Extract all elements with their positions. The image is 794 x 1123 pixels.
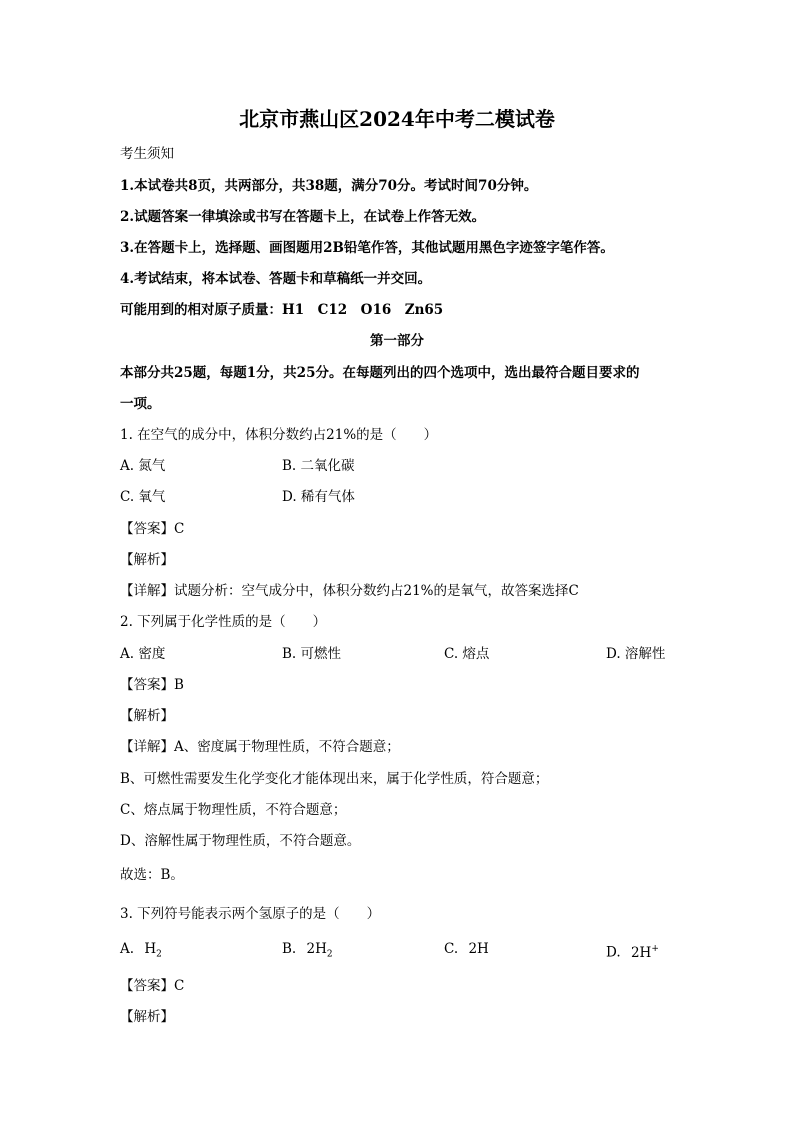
atomic-mass-line: 可能用到的相对原子质量：H1 C12 O16 Zn65 [120, 302, 444, 318]
notice-item-2: 2.试题答案一律填涂或书写在答题卡上，在试卷上作答无效。 [120, 209, 486, 225]
q3-option-a-formula: H [144, 941, 157, 957]
q3-option-c-formula: 2H [468, 941, 489, 957]
notice-item-1: 1.本试卷共8页，共两部分，共38题，满分70分。考试时间70分钟。 [120, 178, 538, 194]
q3-option-b [282, 940, 333, 964]
q2-detail-1: 【详解】A、密度属于物理性质，不符合题意； [120, 739, 400, 755]
q3-option-a [120, 940, 162, 964]
q1-answer: 【答案】C [120, 521, 185, 537]
q2-detail-2: B、可燃性需要发生化学变化才能体现出来，属于化学性质，符合题意； [120, 771, 549, 787]
part-intro-1: 本部分共25题，每题1分，共25分。在每题列出的四个选项中，选出最符合题目要求的 [120, 365, 640, 381]
q2-detail-4: D、溶解性属于物理性质，不符合题意。 [120, 833, 361, 849]
q3-option-a-label: A. [120, 941, 135, 957]
q3-option-d-formula: 2H [630, 944, 652, 961]
q3-analysis: 【解析】 [120, 1009, 174, 1025]
q2-answer: 【答案】B [120, 677, 184, 693]
q1-stem: 1. 在空气的成分中，体积分数约占21%的是（ ） [120, 427, 438, 443]
notice-item-3: 3.在答题卡上，选择题、画图题用2B铅笔作答，其他试题用黑色字迹签字笔作答。 [120, 240, 614, 256]
q1-option-c: C. 氧气 [120, 489, 166, 505]
q2-option-a: A. 密度 [120, 646, 166, 662]
q2-option-c: C. 熔点 [444, 646, 490, 662]
q3-option-d-label: D. [606, 944, 621, 961]
q2-conclusion: 故选：B。 [120, 867, 184, 883]
q2-stem: 2. 下列属于化学性质的是（ ） [120, 614, 327, 630]
q1-option-b: B. 二氧化碳 [282, 458, 355, 474]
q1-option-d: D. 稀有气体 [282, 489, 355, 505]
q2-option-d: D. 溶解性 [606, 646, 666, 662]
q3-option-a-subscript: 2 [156, 949, 162, 960]
q3-option-c [444, 940, 489, 958]
q3-answer: 【答案】C [120, 978, 185, 994]
q3-option-d [606, 940, 659, 962]
q2-option-b: B. 可燃性 [282, 646, 342, 662]
q1-option-a: A. 氮气 [120, 458, 166, 474]
q3-option-c-label: C. [444, 941, 459, 957]
notice-heading: 考生须知 [120, 146, 174, 162]
part-heading: 第一部分 [370, 333, 424, 349]
q3-option-b-label: B. [282, 941, 297, 957]
part-intro-2: 一项。 [120, 396, 161, 412]
q2-analysis: 【解析】 [120, 708, 174, 724]
exam-title: 北京市燕山区2024年中考二模试卷 [239, 107, 555, 131]
q3-option-b-formula: 2H [306, 941, 327, 957]
q3-stem: 3. 下列符号能表示两个氢原子的是（ ） [120, 906, 381, 922]
q2-detail-3: C、熔点属于物理性质，不符合题意； [120, 802, 347, 818]
notice-item-4: 4.考试结束，将本试卷、答题卡和草稿纸一并交回。 [120, 271, 432, 287]
q1-detail: 【详解】试题分析：空气成分中，体积分数约占21%的是氧气，故答案选择C [120, 583, 579, 599]
q3-option-d-superscript: + [651, 944, 659, 954]
q3-option-b-subscript: 2 [326, 949, 333, 960]
q1-analysis: 【解析】 [120, 552, 174, 568]
